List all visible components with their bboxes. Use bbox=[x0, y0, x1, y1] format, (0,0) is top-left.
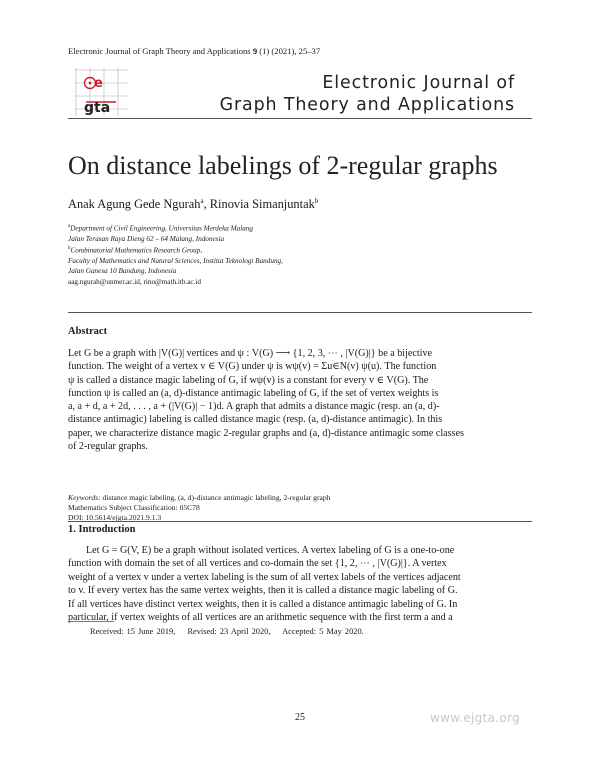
section-rule bbox=[68, 521, 532, 522]
keywords-list: distance magic labeling, (a, d)-distance antimagic labeling, 2-regular graph bbox=[102, 493, 331, 502]
logo-text: gta bbox=[84, 100, 111, 116]
intro-line: to v. If every vertex has the same vertex weights, then it is called a distance magic labeling of G. bbox=[68, 585, 458, 597]
affiliation-a-line2: Jalan Terusan Raya Dieng 62 – 64 Malang, Indonesia bbox=[68, 234, 225, 243]
intro-line: Let G = G(V, E) be a graph without isolated vertices. A vertex labeling of G is a one-to-one bbox=[86, 545, 455, 556]
introduction-body bbox=[68, 544, 532, 624]
intro-line: weight of a vertex v under a vertex labeling is the sum of all vertex labels of the vertices adjacent bbox=[68, 571, 461, 583]
abstract-line: a, a + d, a + 2d, . . . , a + (|V(G)| − 1)d. A graph that admits a distance magic (resp. an (a, d)- bbox=[68, 401, 440, 413]
header-rule bbox=[68, 118, 532, 119]
running-head-volume: 9 bbox=[252, 46, 258, 56]
intro-line: function with domain the set of all vertices and co-domain the set {1, 2, ⋯ , |V(G)|}. A vertex bbox=[68, 558, 447, 570]
keywords-label: Keywords: bbox=[68, 493, 101, 502]
paper-metadata bbox=[68, 493, 330, 523]
received-date: Received: 15 June 2019, bbox=[90, 627, 176, 636]
journal-name bbox=[215, 72, 515, 116]
running-head bbox=[68, 46, 320, 56]
intro-line: particular, if vertex weights of all vertices are an arithmetic sequence with the first term a and a bbox=[68, 612, 453, 624]
abstract-heading: Abstract bbox=[68, 326, 108, 337]
author-emails: aag.ngurah@unmer.ac.id, rino@math.itb.ac.id bbox=[68, 278, 201, 286]
abstract-line: Let G be a graph with |V(G)| vertices and ψ : V(G) ⟶ {1, 2, 3, ⋯ , |V(G)|} be a bijective bbox=[68, 348, 432, 359]
journal-website: www.ejgta.org bbox=[430, 711, 520, 725]
running-head-issue: (1) (2021), 25–37 bbox=[259, 46, 321, 56]
abstract-line: paper, we characterize distance magic 2-regular graphs and (a, d)-distance antimagic some classes bbox=[68, 427, 464, 439]
author-name: Anak Agung Gede Ngurah bbox=[68, 197, 201, 212]
affiliations bbox=[68, 222, 283, 276]
keywords bbox=[68, 493, 330, 503]
affiliation-mark: b bbox=[314, 197, 319, 205]
accepted-date: Accepted: 5 May 2020. bbox=[282, 627, 364, 636]
affiliation-b-line2: Faculty of Mathematics and Natural Sciences, Institut Teknologi Bandung, bbox=[68, 256, 283, 265]
running-head-journal: Electronic Journal of Graph Theory and Applications bbox=[68, 46, 251, 56]
journal-logo bbox=[70, 66, 132, 118]
doi: DOI: 10.5614/ejgta.2021.9.1.3 bbox=[68, 513, 162, 522]
abstract-line: function ψ is called an (a, d)-distance antimagic labeling of G, if the set of vertex weights is bbox=[68, 387, 439, 399]
journal-name-line2: Graph Theory and Applications bbox=[219, 95, 515, 115]
affiliation-a-line1: $^a$Department of Civil Engineering, Universitas Merdeka Malang bbox=[68, 224, 254, 233]
logo-superscript: e bbox=[94, 76, 103, 91]
revised-date: Revised: 23 April 2020, bbox=[187, 627, 271, 636]
abstract-line: distance antimagic) labeling is called distance magic (resp. (a, d)-distance antimagic). In this bbox=[68, 414, 443, 426]
affiliation-b-line1: $^b$Combinatorial Mathematics Research Group, bbox=[68, 245, 203, 255]
abstract-body bbox=[68, 347, 532, 453]
abstract-line: ψ is called a distance magic labeling of G, if wψ(v) is a constant for every v ∈ V(G). The bbox=[68, 374, 429, 386]
abstract-line: of 2-regular graphs. bbox=[68, 441, 148, 453]
abstract-line: function. The weight of a vertex v ∈ V(G) under ψ is wψ(v) = Σu∈N(v) ψ(u). The function bbox=[68, 361, 437, 373]
author-list bbox=[68, 197, 318, 212]
affiliation-b-line3: Jalan Ganesa 10 Bandung, Indonesia bbox=[68, 266, 177, 275]
submission-dates bbox=[90, 627, 373, 636]
abstract-rule bbox=[68, 312, 532, 313]
author-name: Rinovia Simanjuntak bbox=[209, 197, 315, 212]
journal-name-line1: Electronic Journal of bbox=[322, 73, 515, 93]
section-heading: 1. Introduction bbox=[68, 524, 136, 535]
msc-code: Mathematics Subject Classification: 05C78 bbox=[68, 503, 200, 512]
author-separator: , bbox=[203, 197, 210, 212]
page-number: 25 bbox=[295, 712, 305, 723]
footnote-rule bbox=[68, 621, 114, 622]
affiliation-mark: a bbox=[200, 197, 204, 205]
intro-line: If all vertices have distinct vertex weights, then it is called a distance antimagic labeling of G. In bbox=[68, 598, 458, 610]
paper-title: On distance labelings of 2-regular graphs bbox=[68, 151, 498, 180]
